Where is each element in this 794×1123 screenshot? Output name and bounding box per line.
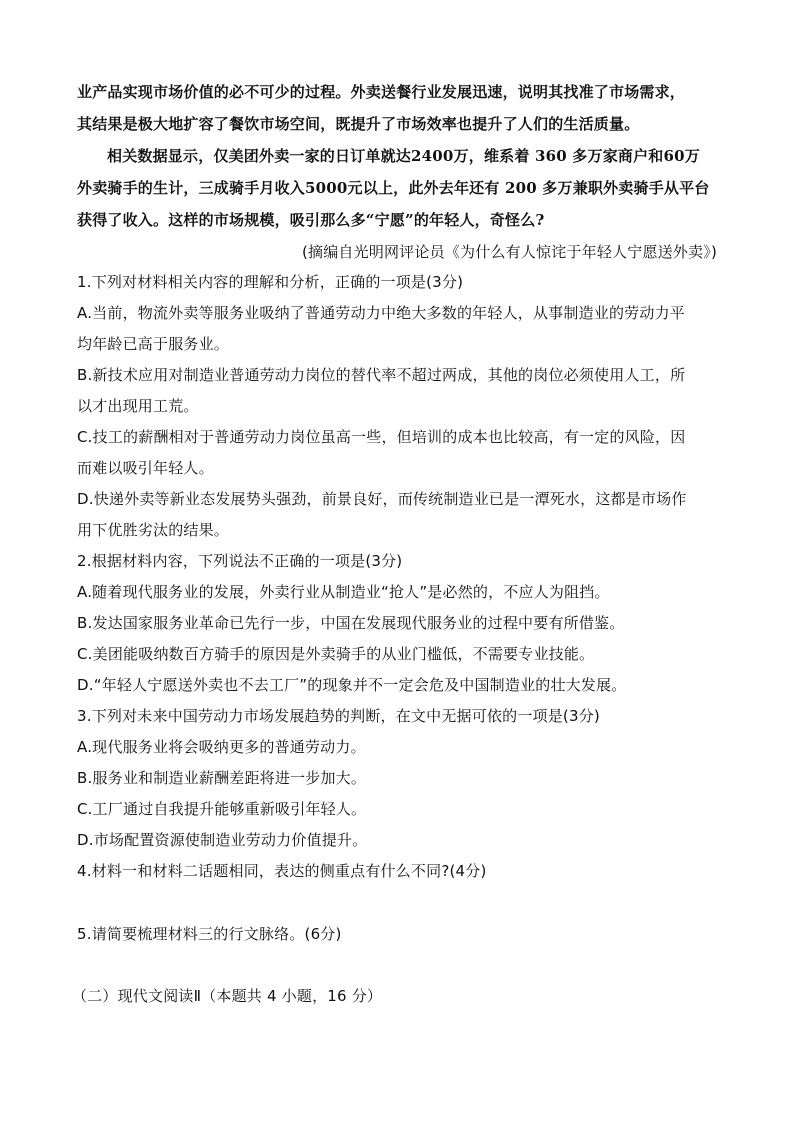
passage-line: 业产品实现市场价值的必不可少的过程。外卖送餐行业发展迅速，说明其找准了市场需求，: [77, 83, 686, 101]
question-1-stem: 1.下列对材料相关内容的理解和分析，正确的一项是(3分): [77, 273, 464, 291]
question-1-option-a: A.当前，物流外卖等服务业吸纳了普通劳动力中绝大多数的年轻人，从事制造业的劳动力平: [77, 304, 685, 322]
passage-line: 相关数据显示，仅美团外卖一家的日订单就达2400万，维系着 360 多万家商户和60万: [107, 147, 700, 165]
passage-source: (摘编自光明网评论员《为什么有人惊诧于年轻人宁愿送外卖》): [301, 243, 717, 261]
passage-line: 其结果是极大地扩容了餐饮市场空间，既提升了市场效率也提升了人们的生活质量。: [77, 115, 640, 133]
question-4-stem: 4.材料一和材料二话题相同，表达的侧重点有什么不同?(4分): [77, 862, 487, 880]
question-1-option-b: B.新技术应用对制造业普通劳动力岗位的替代率不超过两成，其他的岗位必须使用人工，所: [77, 366, 686, 384]
question-2-option-c: C.美团能吸纳数百方骑手的原因是外卖骑手的从业门槛低，不需要专业技能。: [77, 645, 595, 663]
question-3-option-c: C.工厂通过自我提升能够重新吸引年轻人。: [77, 800, 367, 818]
question-1-option-a-cont: 均年龄已高于服务业。: [77, 335, 230, 353]
question-2-option-b: B.发达国家服务业革命已先行一步，中国在发展现代服务业的过程中要有所借鉴。: [77, 614, 625, 632]
question-3-option-a: A.现代服务业将会吸纳更多的普通劳动力。: [77, 738, 366, 756]
question-1-option-b-cont: 以才出现用工荒。: [77, 397, 199, 415]
question-1-option-c-cont: 而难以吸引年轻人。: [77, 459, 214, 477]
question-3-option-d: D.市场配置资源使制造业劳动力价值提升。: [77, 831, 368, 849]
question-3-option-b: B.服务业和制造业薪酬差距将进一步加大。: [77, 769, 367, 787]
question-1-option-d: D.快递外卖等新业态发展势头强劲，前景良好，而传统制造业已是一潭死水，这都是市场作: [77, 490, 687, 508]
passage-line: 外卖骑手的生计，三成骑手月收入5000元以上，此外去年还有 200 多万兼职外卖骑手从平台: [77, 179, 710, 197]
question-2-option-a: A.随着现代服务业的发展，外卖行业从制造业“抢人”是必然的，不应人为阻挡。: [77, 583, 610, 601]
question-1-option-c: C.技工的薪酬相对于普通劳动力岗位虽高一些，但培训的成本也比较高，有一定的风险，因: [77, 428, 686, 446]
passage-line: 获得了收入。这样的市场规模，吸引那么多“宁愿”的年轻人，奇怪么?: [77, 211, 545, 229]
section-heading: （二）现代文阅读Ⅱ（本题共 4 小题，16 分）: [72, 987, 383, 1005]
question-2-stem: 2.根据材料内容，下列说法不正确的一项是(3分): [77, 552, 403, 570]
question-2-option-d: D.“年轻人宁愿送外卖也不去工厂”的现象并不一定会危及中国制造业的壮大发展。: [77, 676, 627, 694]
question-1-option-d-cont: 用下优胜劣汰的结果。: [77, 521, 230, 539]
question-3-stem: 3.下列对未来中国劳动力市场发展趋势的判断，在文中无据可依的一项是(3分): [77, 707, 600, 725]
question-5-stem: 5.请简要梳理材料三的行文脉络。(6分): [77, 925, 342, 943]
